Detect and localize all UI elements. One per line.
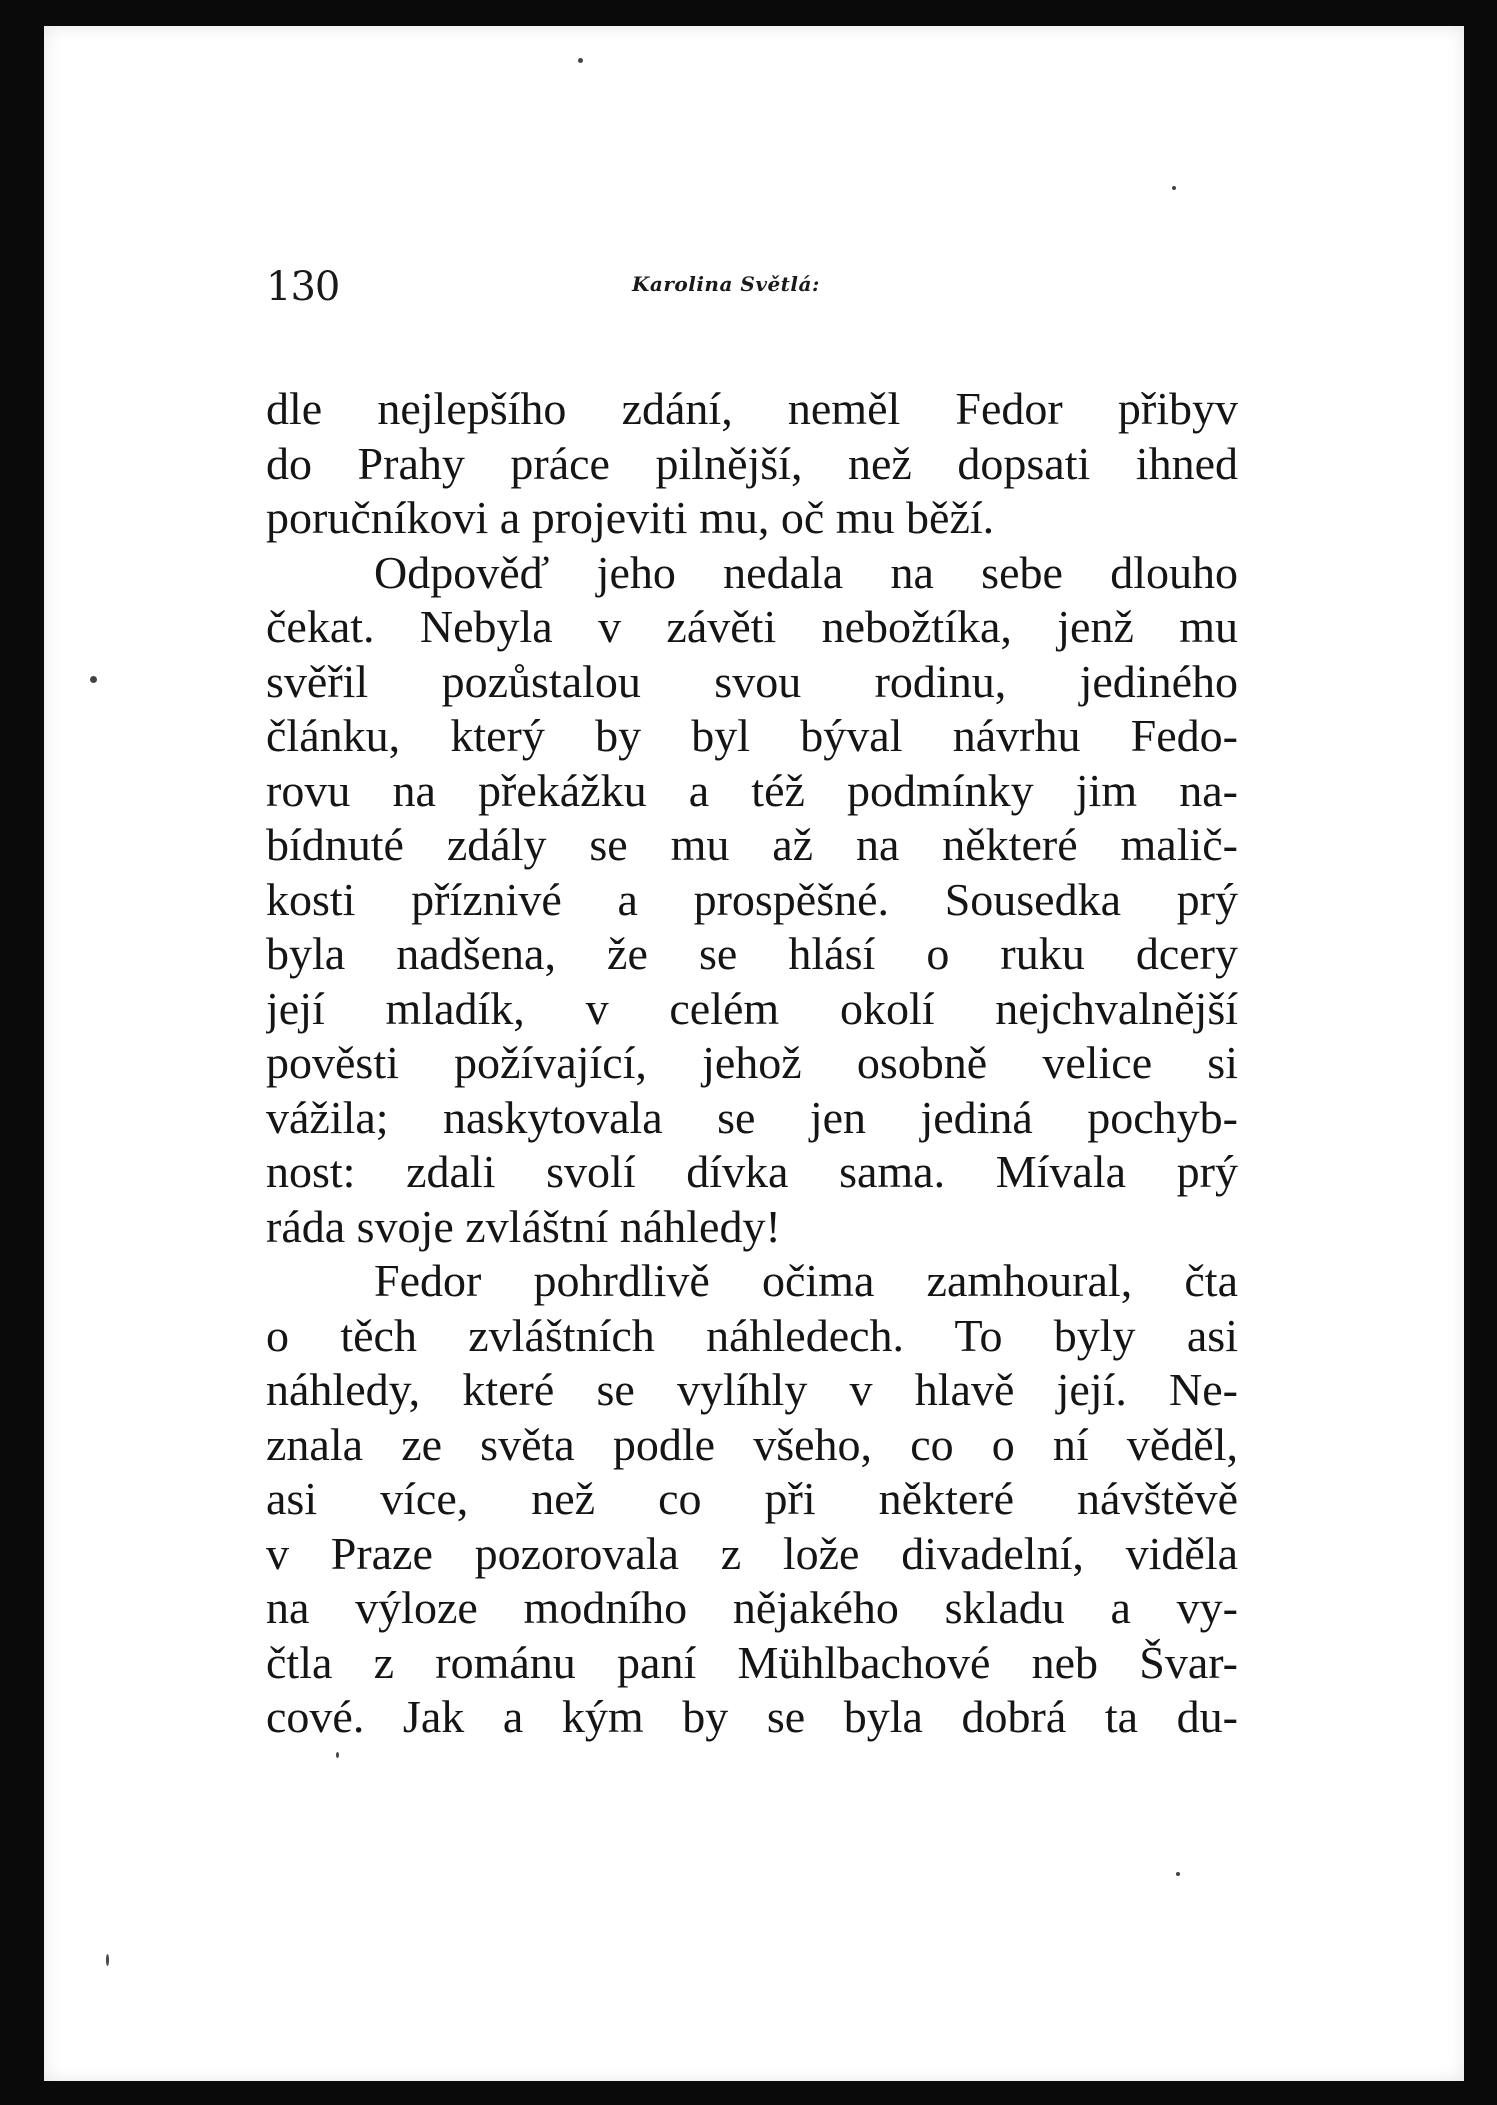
text-line: asi více, než co při některé návštěvě: [266, 1473, 1238, 1524]
scan-speck: [1176, 1872, 1180, 1876]
text-line: náhledy, které se vylíhly v hlavě její. Ne-: [266, 1364, 1238, 1415]
text-line: v Praze pozorovala z lože divadelní, viděla: [266, 1527, 1238, 1579]
scan-speck: [106, 1954, 109, 1966]
text-line: její mladík, v celém okolí nejchvalnější: [266, 982, 1238, 1034]
text-line: nost: zdali svolí dívka sama. Mívala prý: [266, 1146, 1238, 1197]
text-line: Fedor pohrdlivě očima zamhoural, čta: [374, 1255, 1238, 1306]
text-line: čekat. Nebyla v závěti nebožtíka, jenž mu: [266, 601, 1238, 652]
scan-speck: [90, 676, 97, 683]
text-line: do Prahy práce pilnější, než dopsati ihned: [266, 437, 1238, 489]
text-line: čtla z románu paní Mühlbachové neb Švar-: [266, 1636, 1238, 1688]
text-line: ráda svoje zvláštní náhledy!: [266, 1200, 781, 1252]
text-line: Odpověď jeho nedala na sebe dlouho: [374, 546, 1238, 598]
page-number: 130: [266, 264, 340, 310]
text-line: rovu na překážku a též podmínky jim na-: [266, 764, 1238, 816]
text-line: byla nadšena, že se hlásí o ruku dcery: [266, 928, 1238, 979]
scan-speck: [1172, 186, 1176, 190]
text-line: o těch zvláštních náhledech. To byly asi: [266, 1309, 1238, 1361]
text-line: pověsti požívající, jehož osobně velice si: [266, 1037, 1238, 1088]
text-line: kosti příznivé a prospěšné. Sousedka prý: [266, 873, 1238, 925]
running-head: Karolina Světlá:: [632, 272, 820, 296]
body-text: [266, 382, 1238, 1745]
text-line: znala ze světa podle všeho, co o ní věděl,: [266, 1418, 1238, 1470]
text-line: dle nejlepšího zdání, neměl Fedor přibyv: [266, 383, 1238, 434]
scan-speck: [336, 1752, 339, 1758]
text-line: na výloze modního nějakého skladu a vy-: [266, 1582, 1238, 1633]
text-line: článku, který by byl býval návrhu Fedo-: [266, 710, 1238, 761]
text-line: svěřil pozůstalou svou rodinu, jediného: [266, 655, 1238, 707]
text-line: cové. Jak a kým by se byla dobrá ta du-: [266, 1691, 1238, 1742]
scan-speck: [578, 58, 583, 63]
text-line: poručníkovi a projeviti mu, oč mu běží.: [266, 492, 995, 543]
text-line: bídnuté zdály se mu až na některé malič-: [266, 819, 1238, 870]
text-line: vážila; naskytovala se jen jediná pochyb-: [266, 1091, 1238, 1143]
